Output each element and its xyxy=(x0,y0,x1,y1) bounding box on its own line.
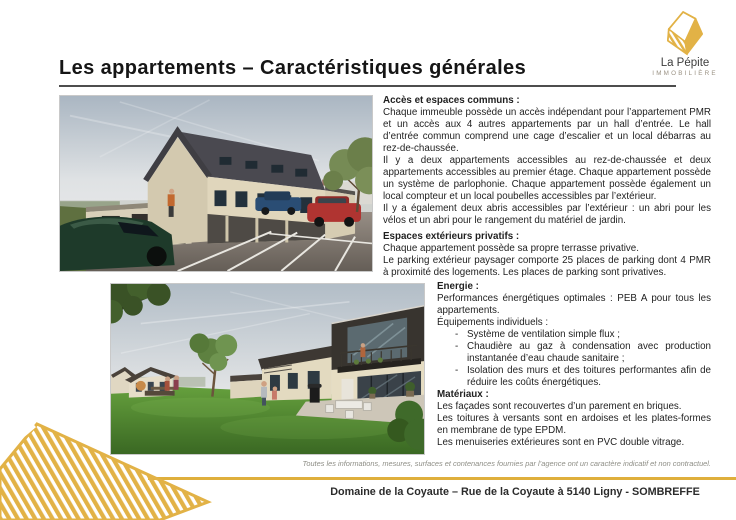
paragraph: Équipements individuels : xyxy=(437,317,549,328)
section-exterieurs xyxy=(383,231,711,279)
bullet-item xyxy=(437,365,711,389)
paragraph: Il y a deux appartements accessibles au rez-de-chaussée et deux appartements accessibles au premier étage. Chaque appartement possède un système de parlophonie. Chaque appartement possède également un local compteur et un local poubelles accessibles par l’extérieur. xyxy=(383,155,711,202)
footer-address: Domaine de la Coyaute – Rue de la Coyaute à 5140 Ligny - SOMBREFFE xyxy=(330,486,700,498)
agency-logo xyxy=(644,10,726,77)
agency-subtitle: IMMOBILIÈRE xyxy=(652,70,718,77)
bullet-item xyxy=(437,341,711,365)
bullet-item xyxy=(437,329,711,341)
paragraph: Les menuiseries extérieures sont en PVC double vitrage. xyxy=(437,437,685,448)
bullet-text: Isolation des murs et des toitures performantes afin de réduire les coûts énergétiques. xyxy=(467,365,711,388)
bullet-marker: - xyxy=(455,329,459,340)
agency-name: La Pépite xyxy=(660,57,710,69)
bullet-text: Chaudière au gaz à condensation avec production instantanée d’eau chaude sanitaire ; xyxy=(467,341,711,364)
parking-render-art xyxy=(60,96,372,271)
paragraph: Il y a également deux abris accessibles par l’extérieur : un abri pour les vélos et un abri pour le rangement du matériel de jardin. xyxy=(383,203,711,226)
hatched-gem-decoration xyxy=(0,402,232,520)
section-acces-heading: Accès et espaces communs : xyxy=(383,95,520,106)
bullet-marker: - xyxy=(455,341,459,352)
title-underline xyxy=(59,85,676,87)
section-energie xyxy=(437,281,711,389)
paragraph: Le parking extérieur paysager comporte 25 places de parking dont 4 PMR à proximité des logements. Les places de parking sont privatives. xyxy=(383,255,711,278)
paragraph: Chaque immeuble possède un accès indépendant pour l’appartement PMR et un accès aux 4 autres appartements par un hall d’entrée. Le hall d’entrée commun comprend une cage d’escalier et un local débarras au rez-de-chaussée. xyxy=(383,107,711,154)
bullet-text: Système de ventilation simple flux ; xyxy=(467,329,621,340)
legal-disclaimer: Toutes les informations, mesures, surfaces et contenances fournies par l’agence ont un caractère indicatif et non contractuel. xyxy=(302,459,711,468)
gem-icon xyxy=(664,10,706,56)
paragraph: Les façades sont recouvertes d’un parement en briques. xyxy=(437,401,682,412)
paragraph: Performances énergétiques optimales : PEB A pour tous les appartements. xyxy=(437,293,711,316)
page-title: Les appartements – Caractéristiques générales xyxy=(59,57,527,79)
section-exterieurs-heading: Espaces extérieurs privatifs : xyxy=(383,231,520,242)
paragraph: Chaque appartement possède sa propre terrasse privative. xyxy=(383,243,639,254)
bullet-marker: - xyxy=(455,365,459,376)
section-acces xyxy=(383,95,711,227)
section-materiaux xyxy=(437,389,711,449)
paragraph: Les toitures à versants sont en ardoises et les plates-formes en membrane de type EPDM. xyxy=(437,413,711,436)
section-materiaux-heading: Matériaux : xyxy=(437,389,489,400)
footer-gold-rule xyxy=(148,477,736,480)
section-energie-heading: Energie : xyxy=(437,281,479,292)
exterior-render-parking xyxy=(59,95,373,272)
